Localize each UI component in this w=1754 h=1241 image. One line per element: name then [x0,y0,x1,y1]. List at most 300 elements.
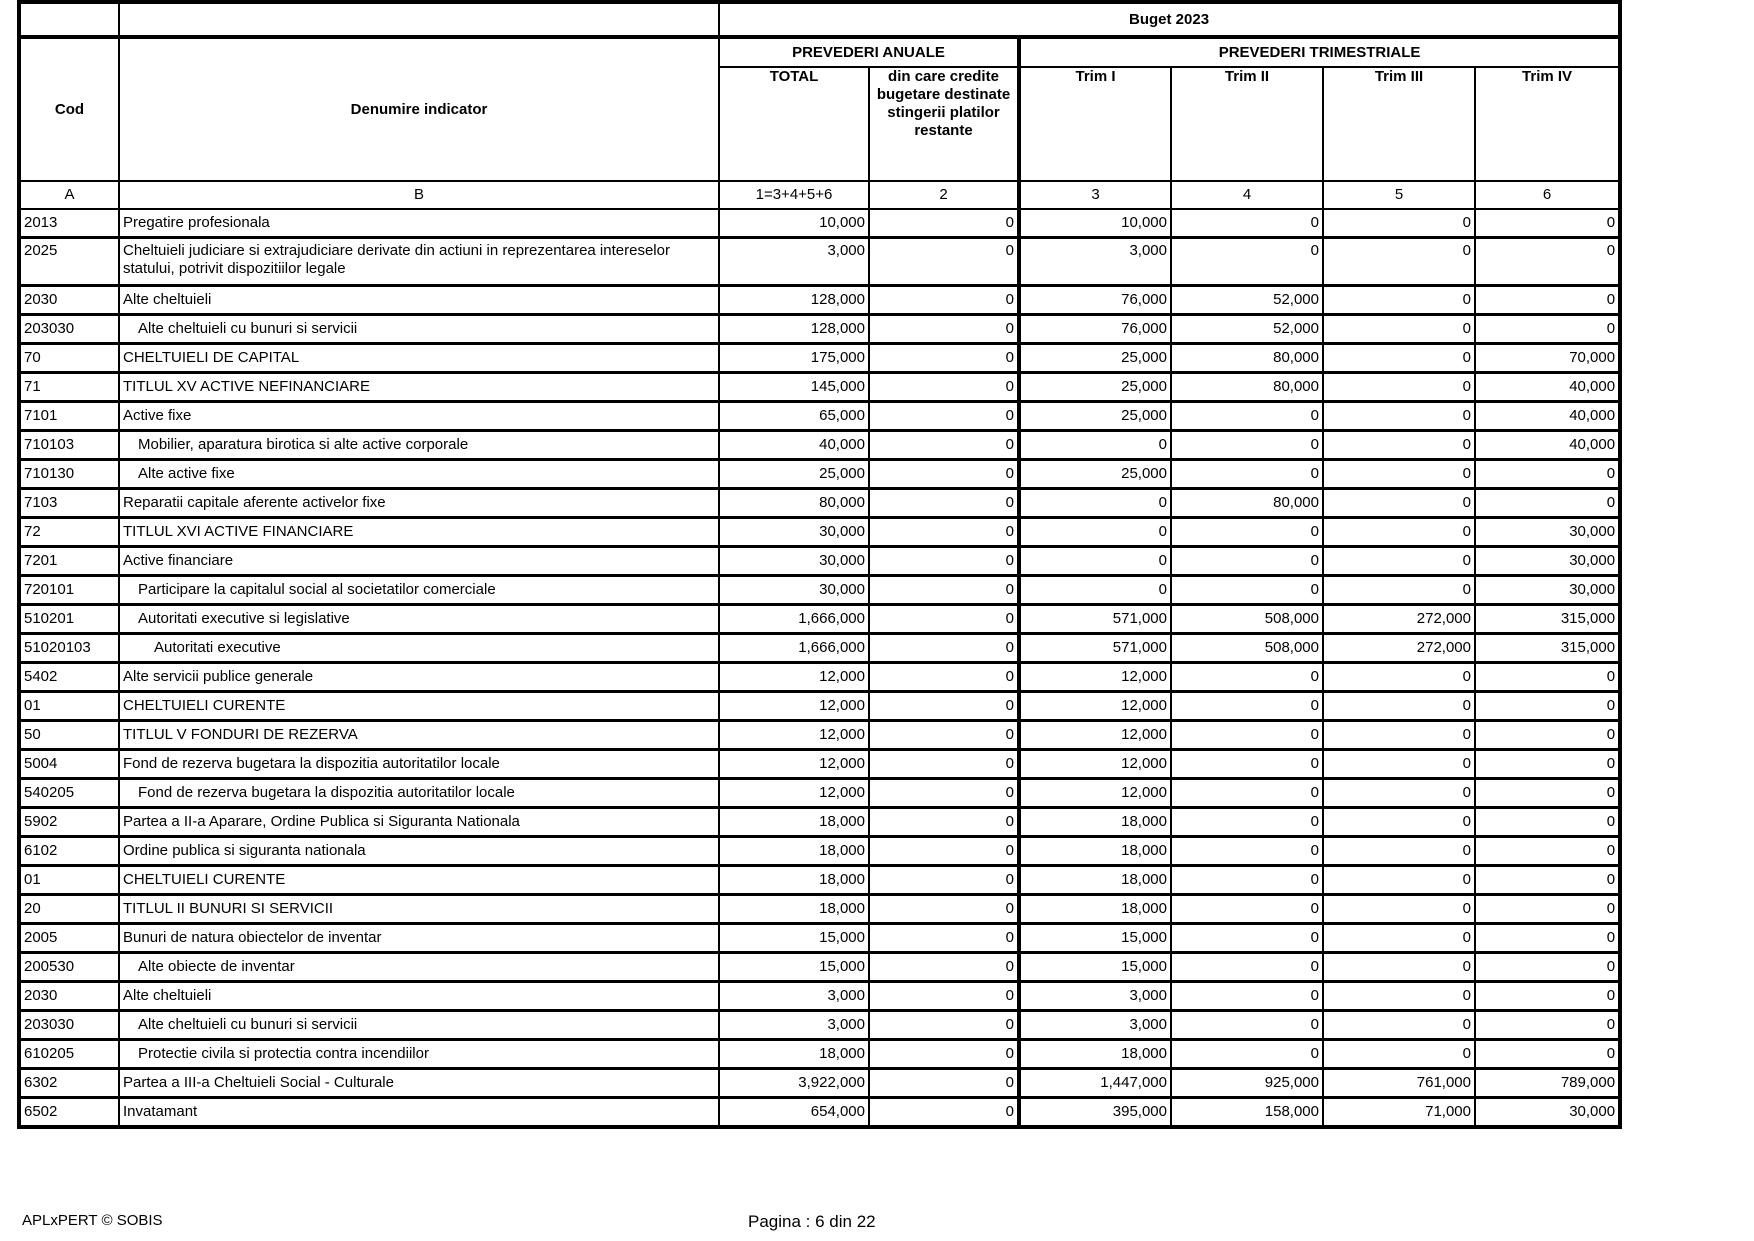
cell-trim-4: 40,000 [1475,431,1620,460]
header-credite-restante: din care credite bugetare destinate stingerii platilor restante [869,67,1019,181]
cell-trim-3: 0 [1323,924,1475,953]
cell-trim-4: 0 [1475,489,1620,518]
cell-trim-4: 789,000 [1475,1069,1620,1098]
index-cell: B [119,181,719,209]
cell-credite-restante: 0 [869,286,1019,315]
cell-trim-3: 0 [1323,460,1475,489]
cell-code: 610205 [19,1040,119,1069]
cell-code: 51020103 [19,634,119,663]
header-trim-1: Trim I [1019,67,1171,181]
cell-name: Mobilier, aparatura birotica si alte active corporale [119,431,719,460]
cell-trim-3: 0 [1323,402,1475,431]
cell-credite-restante: 0 [869,1011,1019,1040]
cell-total: 12,000 [719,721,869,750]
cell-trim-2: 0 [1171,460,1323,489]
table-row [19,663,1620,692]
cell-code: 710103 [19,431,119,460]
cell-trim-4: 0 [1475,750,1620,779]
header-empty-denumire [119,2,719,37]
table-row [19,808,1620,837]
cell-trim-2: 0 [1171,779,1323,808]
cell-code: 2030 [19,286,119,315]
cell-credite-restante: 0 [869,402,1019,431]
index-cell: 1=3+4+5+6 [719,181,869,209]
cell-trim-4: 0 [1475,238,1620,286]
cell-code: 5402 [19,663,119,692]
table-row [19,209,1620,238]
cell-trim-3: 272,000 [1323,634,1475,663]
cell-trim-2: 508,000 [1171,634,1323,663]
cell-total: 15,000 [719,953,869,982]
table-row [19,576,1620,605]
cell-trim-1: 3,000 [1019,982,1171,1011]
cell-trim-3: 0 [1323,489,1475,518]
cell-code: 540205 [19,779,119,808]
table-row [19,1040,1620,1069]
cell-name: Autoritati executive [119,634,719,663]
cell-trim-2: 0 [1171,209,1323,238]
cell-trim-4: 0 [1475,779,1620,808]
cell-trim-2: 0 [1171,866,1323,895]
cell-code: 720101 [19,576,119,605]
table-row [19,1011,1620,1040]
cell-trim-4: 0 [1475,866,1620,895]
cell-credite-restante: 0 [869,750,1019,779]
cell-trim-4: 315,000 [1475,605,1620,634]
cell-credite-restante: 0 [869,209,1019,238]
cell-trim-4: 0 [1475,663,1620,692]
header-empty-cod [19,2,119,37]
cell-trim-1: 18,000 [1019,837,1171,866]
cell-name: Alte servicii publice generale [119,663,719,692]
cell-total: 12,000 [719,663,869,692]
cell-name: CHELTUIELI DE CAPITAL [119,344,719,373]
cell-trim-1: 0 [1019,489,1171,518]
cell-trim-2: 158,000 [1171,1098,1323,1128]
cell-total: 40,000 [719,431,869,460]
cell-credite-restante: 0 [869,895,1019,924]
index-cell: 2 [869,181,1019,209]
cell-name: Protectie civila si protectia contra incendiilor [119,1040,719,1069]
cell-total: 654,000 [719,1098,869,1128]
cell-trim-3: 272,000 [1323,605,1475,634]
cell-code: 5902 [19,808,119,837]
cell-total: 18,000 [719,866,869,895]
cell-trim-2: 0 [1171,953,1323,982]
cell-trim-4: 0 [1475,315,1620,344]
cell-trim-3: 0 [1323,431,1475,460]
cell-code: 6302 [19,1069,119,1098]
cell-trim-2: 80,000 [1171,373,1323,402]
cell-trim-2: 0 [1171,808,1323,837]
cell-credite-restante: 0 [869,460,1019,489]
cell-credite-restante: 0 [869,866,1019,895]
cell-name: TITLUL XVI ACTIVE FINANCIARE [119,518,719,547]
cell-trim-1: 15,000 [1019,953,1171,982]
header-cod: Cod [19,37,119,181]
cell-code: 710130 [19,460,119,489]
cell-code: 01 [19,692,119,721]
table-row [19,431,1620,460]
cell-name: Cheltuieli judiciare si extrajudiciare derivate din actiuni in reprezentarea intereselor statului, potrivit dispozitiilor legale [119,238,719,286]
header-denumire: Denumire indicator [119,37,719,181]
cell-trim-4: 0 [1475,209,1620,238]
cell-total: 15,000 [719,924,869,953]
cell-name: Bunuri de natura obiectelor de inventar [119,924,719,953]
footer-page-number: Pagina : 6 din 22 [748,1212,876,1231]
cell-credite-restante: 0 [869,547,1019,576]
cell-trim-1: 12,000 [1019,721,1171,750]
cell-name: Invatamant [119,1098,719,1128]
cell-total: 12,000 [719,779,869,808]
cell-code: 200530 [19,953,119,982]
cell-name: Participare la capitalul social al societatilor comerciale [119,576,719,605]
cell-trim-1: 0 [1019,431,1171,460]
table-row [19,373,1620,402]
cell-name: Autoritati executive si legislative [119,605,719,634]
cell-credite-restante: 0 [869,634,1019,663]
budget-table [17,0,1622,1129]
cell-credite-restante: 0 [869,1098,1019,1128]
cell-code: 71 [19,373,119,402]
cell-total: 30,000 [719,547,869,576]
cell-name: Fond de rezerva bugetara la dispozitia autoritatilor locale [119,779,719,808]
cell-code: 2025 [19,238,119,286]
cell-trim-3: 0 [1323,692,1475,721]
cell-total: 10,000 [719,209,869,238]
cell-name: TITLUL II BUNURI SI SERVICII [119,895,719,924]
cell-trim-1: 76,000 [1019,315,1171,344]
cell-total: 12,000 [719,692,869,721]
cell-name: Pregatire profesionala [119,209,719,238]
cell-total: 1,666,000 [719,634,869,663]
cell-trim-3: 0 [1323,1040,1475,1069]
cell-trim-2: 0 [1171,1011,1323,1040]
cell-total: 18,000 [719,837,869,866]
cell-total: 25,000 [719,460,869,489]
cell-total: 18,000 [719,808,869,837]
header-trim-4: Trim IV [1475,67,1620,181]
cell-name: Fond de rezerva bugetara la dispozitia autoritatilor locale [119,750,719,779]
cell-name: Active financiare [119,547,719,576]
cell-total: 18,000 [719,895,869,924]
cell-name: Reparatii capitale aferente activelor fixe [119,489,719,518]
cell-trim-1: 12,000 [1019,692,1171,721]
table-row [19,866,1620,895]
table-row [19,238,1620,286]
table-row [19,953,1620,982]
cell-code: 2013 [19,209,119,238]
header-trim-2: Trim II [1171,67,1323,181]
cell-total: 3,000 [719,982,869,1011]
cell-trim-3: 0 [1323,750,1475,779]
cell-trim-1: 571,000 [1019,634,1171,663]
cell-total: 1,666,000 [719,605,869,634]
cell-trim-4: 0 [1475,953,1620,982]
cell-trim-4: 0 [1475,1040,1620,1069]
cell-trim-3: 0 [1323,779,1475,808]
cell-name: Alte active fixe [119,460,719,489]
cell-total: 18,000 [719,1040,869,1069]
cell-code: 203030 [19,315,119,344]
cell-trim-3: 0 [1323,315,1475,344]
cell-trim-3: 0 [1323,663,1475,692]
cell-credite-restante: 0 [869,489,1019,518]
cell-trim-2: 0 [1171,1040,1323,1069]
index-cell: 5 [1323,181,1475,209]
header-trim-3: Trim III [1323,67,1475,181]
table-row [19,837,1620,866]
cell-code: 50 [19,721,119,750]
cell-trim-3: 0 [1323,518,1475,547]
table-row [19,634,1620,663]
index-cell: A [19,181,119,209]
index-cell: 3 [1019,181,1171,209]
cell-trim-1: 18,000 [1019,1040,1171,1069]
cell-credite-restante: 0 [869,605,1019,634]
cell-credite-restante: 0 [869,808,1019,837]
cell-trim-3: 0 [1323,895,1475,924]
cell-trim-4: 0 [1475,460,1620,489]
cell-trim-4: 0 [1475,982,1620,1011]
cell-trim-2: 52,000 [1171,315,1323,344]
cell-code: 6102 [19,837,119,866]
cell-trim-1: 25,000 [1019,373,1171,402]
cell-total: 128,000 [719,286,869,315]
cell-trim-3: 0 [1323,721,1475,750]
cell-credite-restante: 0 [869,315,1019,344]
cell-trim-1: 0 [1019,576,1171,605]
cell-credite-restante: 0 [869,837,1019,866]
cell-total: 145,000 [719,373,869,402]
cell-credite-restante: 0 [869,518,1019,547]
cell-trim-1: 571,000 [1019,605,1171,634]
cell-trim-1: 25,000 [1019,460,1171,489]
cell-credite-restante: 0 [869,721,1019,750]
cell-code: 20 [19,895,119,924]
cell-total: 30,000 [719,518,869,547]
cell-code: 6502 [19,1098,119,1128]
cell-trim-4: 0 [1475,808,1620,837]
cell-trim-2: 0 [1171,837,1323,866]
cell-trim-1: 18,000 [1019,895,1171,924]
table-row [19,982,1620,1011]
cell-code: 70 [19,344,119,373]
cell-trim-4: 30,000 [1475,1098,1620,1128]
cell-name: CHELTUIELI CURENTE [119,866,719,895]
cell-trim-3: 0 [1323,1011,1475,1040]
cell-total: 80,000 [719,489,869,518]
index-cell: 6 [1475,181,1620,209]
cell-trim-1: 12,000 [1019,663,1171,692]
cell-trim-3: 0 [1323,866,1475,895]
cell-name: Ordine publica si siguranta nationala [119,837,719,866]
table-row [19,605,1620,634]
cell-trim-1: 12,000 [1019,750,1171,779]
cell-code: 72 [19,518,119,547]
cell-trim-2: 0 [1171,576,1323,605]
cell-trim-4: 30,000 [1475,547,1620,576]
cell-credite-restante: 0 [869,373,1019,402]
cell-trim-1: 10,000 [1019,209,1171,238]
cell-trim-1: 18,000 [1019,866,1171,895]
cell-trim-2: 0 [1171,431,1323,460]
cell-trim-1: 0 [1019,518,1171,547]
table-row [19,547,1620,576]
cell-trim-3: 0 [1323,238,1475,286]
cell-name: Alte cheltuieli cu bunuri si servicii [119,1011,719,1040]
cell-code: 7103 [19,489,119,518]
cell-credite-restante: 0 [869,779,1019,808]
table-row [19,518,1620,547]
header-total: TOTAL [719,67,869,181]
cell-name: Alte cheltuieli cu bunuri si servicii [119,315,719,344]
footer-software: APLxPERT © SOBIS [22,1212,163,1229]
cell-code: 7101 [19,402,119,431]
cell-code: 510201 [19,605,119,634]
cell-trim-4: 315,000 [1475,634,1620,663]
cell-credite-restante: 0 [869,238,1019,286]
cell-credite-restante: 0 [869,1069,1019,1098]
cell-trim-3: 0 [1323,547,1475,576]
cell-trim-3: 71,000 [1323,1098,1475,1128]
table-row [19,692,1620,721]
cell-trim-1: 0 [1019,547,1171,576]
cell-trim-3: 0 [1323,286,1475,315]
cell-trim-3: 761,000 [1323,1069,1475,1098]
cell-total: 12,000 [719,750,869,779]
cell-total: 175,000 [719,344,869,373]
table-row [19,750,1620,779]
cell-credite-restante: 0 [869,953,1019,982]
table-row [19,344,1620,373]
cell-total: 3,000 [719,238,869,286]
cell-trim-1: 25,000 [1019,402,1171,431]
table-row [19,460,1620,489]
cell-trim-1: 12,000 [1019,779,1171,808]
cell-trim-2: 0 [1171,402,1323,431]
cell-total: 3,922,000 [719,1069,869,1098]
cell-trim-3: 0 [1323,373,1475,402]
cell-total: 30,000 [719,576,869,605]
cell-trim-2: 0 [1171,692,1323,721]
cell-trim-1: 1,447,000 [1019,1069,1171,1098]
index-cell: 4 [1171,181,1323,209]
cell-trim-2: 925,000 [1171,1069,1323,1098]
cell-trim-3: 0 [1323,209,1475,238]
cell-trim-4: 0 [1475,1011,1620,1040]
cell-name: Alte cheltuieli [119,286,719,315]
budget-title: Buget 2023 [719,2,1620,37]
cell-trim-1: 18,000 [1019,808,1171,837]
cell-credite-restante: 0 [869,924,1019,953]
cell-trim-1: 395,000 [1019,1098,1171,1128]
table-row [19,924,1620,953]
cell-trim-1: 25,000 [1019,344,1171,373]
table-row [19,1069,1620,1098]
cell-trim-3: 0 [1323,953,1475,982]
cell-trim-3: 0 [1323,576,1475,605]
cell-name: Alte obiecte de inventar [119,953,719,982]
cell-trim-4: 0 [1475,721,1620,750]
cell-name: TITLUL XV ACTIVE NEFINANCIARE [119,373,719,402]
cell-code: 203030 [19,1011,119,1040]
cell-trim-4: 40,000 [1475,402,1620,431]
cell-trim-1: 3,000 [1019,1011,1171,1040]
header-annual-group: PREVEDERI ANUALE [719,37,1019,67]
cell-code: 7201 [19,547,119,576]
cell-code: 01 [19,866,119,895]
cell-trim-2: 508,000 [1171,605,1323,634]
cell-trim-2: 0 [1171,982,1323,1011]
cell-credite-restante: 0 [869,344,1019,373]
cell-trim-4: 0 [1475,895,1620,924]
cell-trim-2: 0 [1171,721,1323,750]
cell-total: 65,000 [719,402,869,431]
table-row [19,315,1620,344]
cell-trim-2: 80,000 [1171,344,1323,373]
table-row [19,286,1620,315]
cell-trim-2: 52,000 [1171,286,1323,315]
cell-name: Alte cheltuieli [119,982,719,1011]
cell-trim-1: 15,000 [1019,924,1171,953]
table-row [19,721,1620,750]
cell-trim-3: 0 [1323,808,1475,837]
cell-trim-1: 76,000 [1019,286,1171,315]
cell-name: TITLUL V FONDURI DE REZERVA [119,721,719,750]
cell-trim-2: 0 [1171,238,1323,286]
table-row [19,1098,1620,1128]
cell-name: CHELTUIELI CURENTE [119,692,719,721]
table-row [19,489,1620,518]
cell-trim-4: 0 [1475,286,1620,315]
cell-trim-4: 70,000 [1475,344,1620,373]
cell-name: Partea a II-a Aparare, Ordine Publica si Siguranta Nationala [119,808,719,837]
table-row [19,402,1620,431]
index-row [19,181,1620,209]
cell-trim-3: 0 [1323,837,1475,866]
cell-code: 2005 [19,924,119,953]
cell-name: Active fixe [119,402,719,431]
cell-trim-2: 0 [1171,663,1323,692]
cell-trim-1: 3,000 [1019,238,1171,286]
cell-trim-2: 0 [1171,924,1323,953]
cell-trim-2: 0 [1171,518,1323,547]
cell-total: 3,000 [719,1011,869,1040]
cell-trim-2: 80,000 [1171,489,1323,518]
cell-credite-restante: 0 [869,1040,1019,1069]
cell-trim-3: 0 [1323,344,1475,373]
cell-trim-2: 0 [1171,750,1323,779]
cell-trim-4: 30,000 [1475,576,1620,605]
cell-credite-restante: 0 [869,663,1019,692]
cell-trim-2: 0 [1171,547,1323,576]
header-quarterly-group: PREVEDERI TRIMESTRIALE [1019,37,1620,67]
cell-credite-restante: 0 [869,431,1019,460]
cell-trim-2: 0 [1171,895,1323,924]
table-row [19,779,1620,808]
cell-trim-4: 40,000 [1475,373,1620,402]
cell-code: 2030 [19,982,119,1011]
table-row [19,895,1620,924]
cell-trim-3: 0 [1323,982,1475,1011]
cell-name: Partea a III-a Cheltuieli Social - Culturale [119,1069,719,1098]
cell-code: 5004 [19,750,119,779]
cell-total: 128,000 [719,315,869,344]
cell-credite-restante: 0 [869,982,1019,1011]
cell-trim-4: 0 [1475,692,1620,721]
cell-trim-4: 0 [1475,837,1620,866]
